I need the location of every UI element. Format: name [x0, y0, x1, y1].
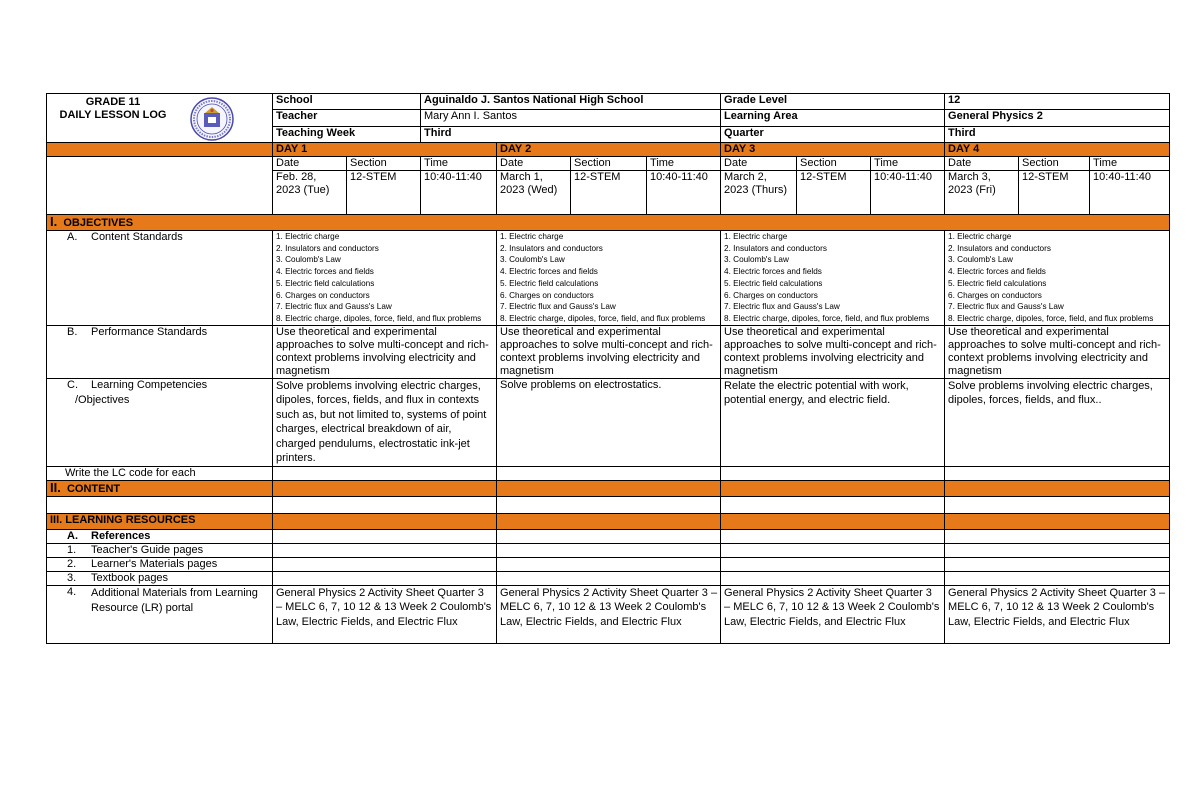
- list-item: 3. Coulomb's Law: [948, 255, 1013, 265]
- list-item: 2. Insulators and conductors: [276, 243, 379, 253]
- list-item: 1. Electric charge: [500, 232, 564, 241]
- day3-section-header: Section: [797, 157, 871, 171]
- list-item: 4. Electric forces and fields: [724, 267, 822, 277]
- grade-level-value: 12: [945, 94, 1170, 110]
- day1-section: 12-STEM: [347, 171, 421, 215]
- day1-content: [273, 496, 497, 513]
- list-item: 7. Electric flux and Gauss's Law: [948, 302, 1064, 312]
- schedule-blank: [47, 157, 273, 215]
- day4-date: March 3, 2023 (Fri): [945, 171, 1019, 215]
- day4-date-header: Date: [945, 157, 1019, 171]
- day4-section-header: Section: [1019, 157, 1090, 171]
- day1-learners-materials: [273, 557, 497, 571]
- day4-content: [945, 496, 1170, 513]
- day4-learners-materials: [945, 557, 1170, 571]
- day1-section-header: Section: [347, 157, 421, 171]
- list-item: 6. Charges on conductors: [500, 290, 594, 300]
- day3-date-header: Date: [721, 157, 797, 171]
- day3-label: DAY 3: [721, 143, 945, 157]
- content-standards-label: Content Standards: [91, 231, 183, 243]
- list-item: 2. Insulators and conductors: [724, 243, 827, 253]
- list-item: 7. Electric flux and Gauss's Law: [724, 302, 840, 312]
- list-item: 6. Charges on conductors: [948, 290, 1042, 300]
- content-blank: [47, 496, 273, 513]
- list-item: 7. Electric flux and Gauss's Law: [500, 302, 616, 312]
- day2-section-header: Section: [571, 157, 647, 171]
- teacher-label: Teacher: [273, 110, 421, 126]
- day3-textbook: [721, 571, 945, 585]
- learning-competencies-label2: /Objectives: [75, 393, 130, 406]
- list-item: 1. Electric charge: [724, 232, 788, 241]
- additional-materials-label-cell: [47, 585, 273, 643]
- teachers-guide-num: 1.: [67, 543, 77, 556]
- day4-resources-band: [945, 513, 1170, 529]
- log-title: DAILY LESSON LOG: [59, 109, 167, 121]
- day4-time-header: Time: [1090, 157, 1170, 171]
- teaching-week-label: Teaching Week: [273, 126, 421, 142]
- textbook-label: Textbook pages: [91, 571, 169, 584]
- references-letter: A.: [67, 529, 78, 542]
- performance-standards-label: Performance Standards: [91, 325, 208, 338]
- list-item: 5. Electric field calculations: [948, 278, 1047, 288]
- teacher-value: Mary Ann I. Santos: [421, 110, 721, 126]
- content-num: II.: [50, 480, 61, 495]
- list-item: 3. Coulomb's Law: [724, 255, 789, 265]
- teachers-guide-label-cell: [47, 543, 273, 557]
- objectives-title: OBJECTIVES: [63, 217, 134, 229]
- day1-performance-standards: Use theoretical and experimental approaches to solve multi-concept and rich-context problems involving electricity and magnetism: [273, 325, 497, 378]
- day2-lc-code: [497, 466, 721, 480]
- quarter-value: Third: [945, 126, 1170, 142]
- list-item: 5. Electric field calculations: [724, 278, 823, 288]
- list-item: 6. Charges on conductors: [276, 290, 370, 300]
- day1-date: Feb. 28, 2023 (Tue): [273, 171, 347, 215]
- list-item: 5. Electric field calculations: [276, 278, 375, 288]
- day1-resources-band: [273, 513, 497, 529]
- list-item: 8. Electric charge, dipoles, force, field, and flux problems: [276, 313, 482, 323]
- day-header-blank: [47, 143, 273, 157]
- performance-standards-label-cell: [47, 325, 273, 378]
- day2-competency: Solve problems on electrostatics.: [497, 378, 721, 466]
- day4-references: [945, 529, 1170, 543]
- day4-performance-standards: Use theoretical and experimental approaches to solve multi-concept and rich-context problems involving electricity and magnetism: [945, 325, 1170, 378]
- day3-time-header: Time: [871, 157, 945, 171]
- textbook-num: 3.: [67, 571, 77, 584]
- day3-competency: Relate the electric potential with work, potential energy, and electric field.: [721, 378, 945, 466]
- list-item: 2. Insulators and conductors: [948, 243, 1051, 253]
- list-item: 8. Electric charge, dipoles, force, field, and flux problems: [948, 313, 1154, 323]
- day2-date: March 1, 2023 (Wed): [497, 171, 571, 215]
- list-item: 7. Electric flux and Gauss's Law: [276, 302, 392, 312]
- day1-references: [273, 529, 497, 543]
- day4-textbook: [945, 571, 1170, 585]
- school-value: Aguinaldo J. Santos National High School: [421, 94, 721, 110]
- day4-content-band: [945, 480, 1170, 496]
- day3-time: 10:40-11:40: [871, 171, 945, 215]
- day1-lc-code: [273, 466, 497, 480]
- day3-references: [721, 529, 945, 543]
- day1-textbook: [273, 571, 497, 585]
- day3-content-band: [721, 480, 945, 496]
- day4-teachers-guide: [945, 543, 1170, 557]
- learning-competencies-letter: C.: [67, 378, 78, 391]
- list-item: 1. Electric charge: [276, 232, 340, 241]
- day1-label: DAY 1: [273, 143, 497, 157]
- day4-content-standards: [945, 231, 1170, 326]
- day3-section: 12-STEM: [797, 171, 871, 215]
- content-standards-letter: A.: [67, 231, 78, 243]
- day1-competency: Solve problems involving electric charges, dipoles, forces, fields, and flux in contexts such as, but not limited to, systems of point charges, electrical breakdown of air, charged pendulums, electrostatic ink-jet printers.: [273, 378, 497, 466]
- school-label: School: [273, 94, 421, 110]
- content-title: CONTENT: [66, 482, 121, 495]
- lesson-log-table: [46, 93, 1170, 644]
- list-item: 1. Electric charge: [948, 232, 1012, 241]
- lc-code-label: Write the LC code for each: [47, 466, 273, 480]
- list-item: 4. Electric forces and fields: [500, 267, 598, 277]
- learners-materials-label-cell: [47, 557, 273, 571]
- references-label: References: [91, 529, 151, 542]
- list-item: 2. Insulators and conductors: [500, 243, 603, 253]
- day1-content-standards: [273, 231, 497, 326]
- day3-teachers-guide: [721, 543, 945, 557]
- day2-time: 10:40-11:40: [647, 171, 721, 215]
- day1-teachers-guide: [273, 543, 497, 557]
- day3-learners-materials: [721, 557, 945, 571]
- textbook-label-cell: [47, 571, 273, 585]
- day4-label: DAY 4: [945, 143, 1170, 157]
- day1-time-header: Time: [421, 157, 497, 171]
- day2-additional-materials: General Physics 2 Activity Sheet Quarter 3 – MELC 6, 7, 10 12 & 13 Week 2 Coulomb's Law, Electric Fields, and Electric Flux: [497, 585, 721, 643]
- day2-content: [497, 496, 721, 513]
- day2-learners-materials: [497, 557, 721, 571]
- daily-lesson-log-document: [46, 93, 1169, 644]
- day2-performance-standards: Use theoretical and experimental approaches to solve multi-concept and rich-context problems involving electricity and magnetism: [497, 325, 721, 378]
- day4-time: 10:40-11:40: [1090, 171, 1170, 215]
- day2-textbook: [497, 571, 721, 585]
- day3-date: March 2, 2023 (Thurs): [721, 171, 797, 215]
- day3-performance-standards: Use theoretical and experimental approaches to solve multi-concept and rich-context problems involving electricity and magnetism: [721, 325, 945, 378]
- day2-content-band: [497, 480, 721, 496]
- objectives-num: I.: [50, 214, 58, 229]
- content-standards-label-cell: [47, 231, 273, 326]
- resources-section-header: III. LEARNING RESOURCES: [47, 513, 273, 529]
- day3-resources-band: [721, 513, 945, 529]
- day2-teachers-guide: [497, 543, 721, 557]
- list-item: 4. Electric forces and fields: [948, 267, 1046, 277]
- teaching-week-value: Third: [421, 126, 721, 142]
- day4-competency: Solve problems involving electric charges, dipoles, forces, fields, and flux..: [945, 378, 1170, 466]
- grade-label: GRADE 11: [85, 96, 141, 108]
- day1-additional-materials: General Physics 2 Activity Sheet Quarter 3 – MELC 6, 7, 10 12 & 13 Week 2 Coulomb's Law, Electric Fields, and Electric Flux: [273, 585, 497, 643]
- day1-time: 10:40-11:40: [421, 171, 497, 215]
- list-item: 8. Electric charge, dipoles, force, field, and flux problems: [724, 313, 930, 323]
- additional-materials-label: Additional Materials from Learning Resource (LR) portal: [91, 586, 258, 614]
- list-item: 6. Charges on conductors: [724, 290, 818, 300]
- day2-time-header: Time: [647, 157, 721, 171]
- day4-lc-code: [945, 466, 1170, 480]
- performance-standards-letter: B.: [67, 325, 78, 338]
- learners-materials-num: 2.: [67, 557, 77, 570]
- quarter-label: Quarter: [721, 126, 945, 142]
- content-section-header: [47, 480, 273, 496]
- list-item: 4. Electric forces and fields: [276, 267, 374, 277]
- day2-date-header: Date: [497, 157, 571, 171]
- day3-additional-materials: General Physics 2 Activity Sheet Quarter 3 – MELC 6, 7, 10 12 & 13 Week 2 Coulomb's Law, Electric Fields, and Electric Flux: [721, 585, 945, 643]
- learning-competencies-label-cell: [47, 378, 273, 466]
- learning-area-label: Learning Area: [721, 110, 945, 126]
- day2-label: DAY 2: [497, 143, 721, 157]
- list-item: 8. Electric charge, dipoles, force, field, and flux problems: [500, 313, 706, 323]
- day4-section: 12-STEM: [1019, 171, 1090, 215]
- grade-cell: [47, 94, 273, 143]
- learners-materials-label: Learner's Materials pages: [91, 557, 218, 570]
- day2-resources-band: [497, 513, 721, 529]
- list-item: 3. Coulomb's Law: [500, 255, 565, 265]
- day2-section: 12-STEM: [571, 171, 647, 215]
- learning-competencies-label: Learning Competencies: [91, 378, 208, 391]
- day3-lc-code: [721, 466, 945, 480]
- learning-area-value: General Physics 2: [945, 110, 1170, 126]
- list-item: 5. Electric field calculations: [500, 278, 599, 288]
- day1-date-header: Date: [273, 157, 347, 171]
- day3-content: [721, 496, 945, 513]
- additional-materials-num: 4.: [67, 585, 77, 598]
- references-label-cell: [47, 529, 273, 543]
- day2-references: [497, 529, 721, 543]
- day3-content-standards: [721, 231, 945, 326]
- objectives-section-header: [47, 215, 1170, 231]
- day2-content-standards: [497, 231, 721, 326]
- deped-seal-icon: [190, 97, 234, 141]
- day1-content-band: [273, 480, 497, 496]
- teachers-guide-label: Teacher's Guide pages: [91, 543, 204, 556]
- list-item: 3. Coulomb's Law: [276, 255, 341, 265]
- grade-level-label: Grade Level: [721, 94, 945, 110]
- day4-additional-materials: General Physics 2 Activity Sheet Quarter 3 – MELC 6, 7, 10 12 & 13 Week 2 Coulomb's Law, Electric Fields, and Electric Flux: [945, 585, 1170, 643]
